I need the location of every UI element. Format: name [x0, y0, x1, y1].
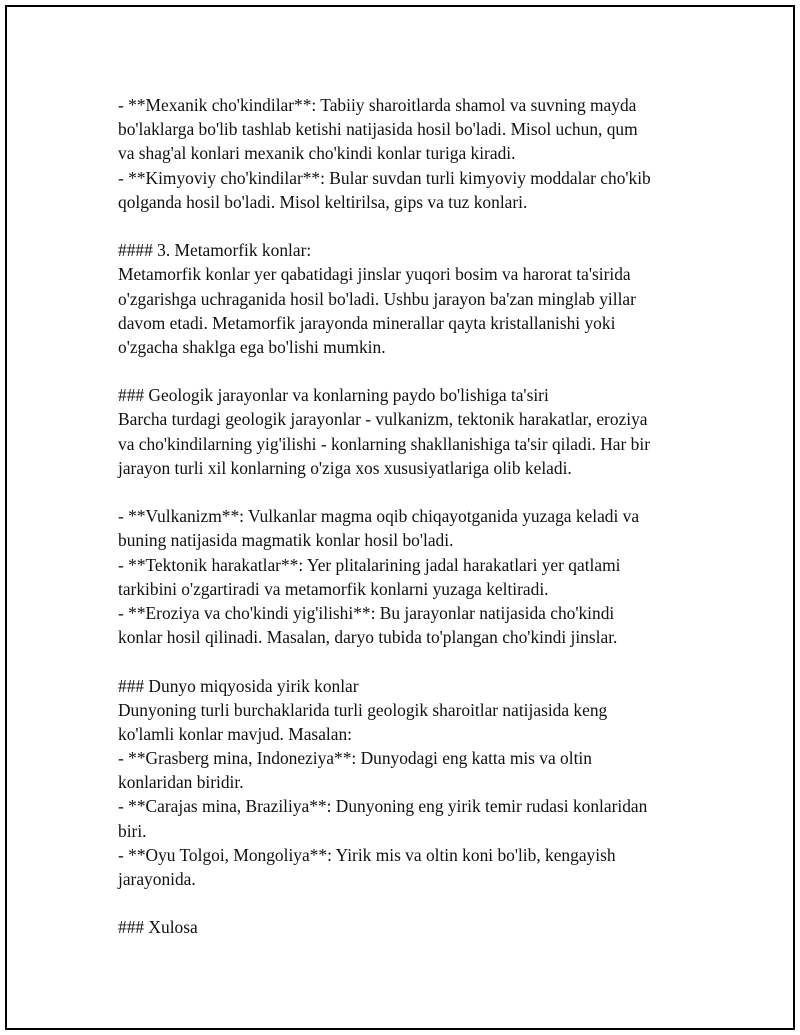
text-line: Dunyoning turli burchaklarida turli geologik sharoitlar natijasida keng — [118, 699, 608, 720]
text-line: Metamorfik konlar yer qabatidagi jinslar yuqori bosim va harorat ta'sirida — [118, 264, 631, 285]
text-line: va shag'al konlari mexanik cho'kindi konlar turiga kiradi. — [118, 143, 516, 164]
text-line: tarkibini o'zgartiradi va metamorfik konlarni yuzaga keltiradi. — [118, 578, 549, 599]
section-heading: ### Dunyo miqyosida yirik konlar — [118, 675, 359, 696]
blank-line — [118, 480, 708, 504]
text-line: davom etadi. Metamorfik jarayonda minerallar qayta kristallanishi yoki — [118, 312, 616, 333]
text-line: - **Carajas mina, Braziliya**: Dunyoning eng yirik temir rudasi konlaridan — [118, 796, 648, 817]
section-heading: ### Xulosa — [118, 917, 198, 938]
text-line: - **Kimyoviy cho'kindilar**: Bular suvdan turli kimyoviy moddalar cho'kib — [118, 167, 651, 188]
text-line: - **Grasberg mina, Indoneziya**: Dunyodagi eng katta mis va oltin — [118, 748, 592, 769]
document-body — [118, 93, 708, 940]
text-line: qolganda hosil bo'ladi. Misol keltirilsa, gips va tuz konlari. — [118, 191, 528, 212]
text-line: Barcha turdagi geologik jarayonlar - vulkanizm, tektonik harakatlar, eroziya — [118, 409, 648, 430]
text-line: jarayon turli xil konlarning o'ziga xos xususiyatlariga olib keladi. — [118, 457, 572, 478]
text-line: o'zgarishga uchraganida hosil bo'ladi. Ushbu jarayon ba'zan minglab yillar — [118, 288, 636, 309]
section-heading: #### 3. Metamorfik konlar: — [118, 240, 312, 261]
text-line: ko'lamli konlar mavjud. Masalan: — [118, 723, 352, 744]
text-line: - **Oyu Tolgoi, Mongoliya**: Yirik mis va oltin koni bo'lib, kengayish — [118, 844, 616, 865]
text-line: bo'laklarga bo'lib tashlab ketishi natijasida hosil bo'ladi. Misol uchun, qum — [118, 119, 638, 140]
text-line: - **Vulkanizm**: Vulkanlar magma oqib chiqayotganida yuzaga keladi va — [118, 506, 640, 527]
text-line: biri. — [118, 820, 147, 841]
text-line: - **Tektonik harakatlar**: Yer plitalarining jadal harakatlari yer qatlami — [118, 554, 621, 575]
text-line: konlar hosil qilinadi. Masalan, daryo tubida to'plangan cho'kindi jinslar. — [118, 627, 618, 648]
text-line: buning natijasida magmatik konlar hosil bo'ladi. — [118, 530, 454, 551]
text-line: - **Eroziya va cho'kindi yig'ilishi**: Bu jarayonlar natijasida cho'kindi — [118, 602, 615, 623]
text-line: va cho'kindilarning yig'ilishi - konlarning shakllanishiga ta'sir qiladi. Har bir — [118, 433, 650, 454]
text-line: o'zgacha shaklga ega bo'lishi mumkin. — [118, 336, 386, 357]
blank-line — [118, 649, 708, 673]
blank-line — [118, 359, 708, 383]
text-line: jarayonida. — [118, 869, 196, 889]
blank-line — [118, 214, 708, 238]
text-line: - **Mexanik cho'kindilar**: Tabiiy sharoitlarda shamol va suvning mayda — [118, 95, 637, 115]
blank-line — [118, 891, 708, 915]
text-line: konlaridan biridir. — [118, 772, 244, 793]
section-heading: ### Geologik jarayonlar va konlarning paydo bo'lishiga ta'siri — [118, 385, 549, 406]
